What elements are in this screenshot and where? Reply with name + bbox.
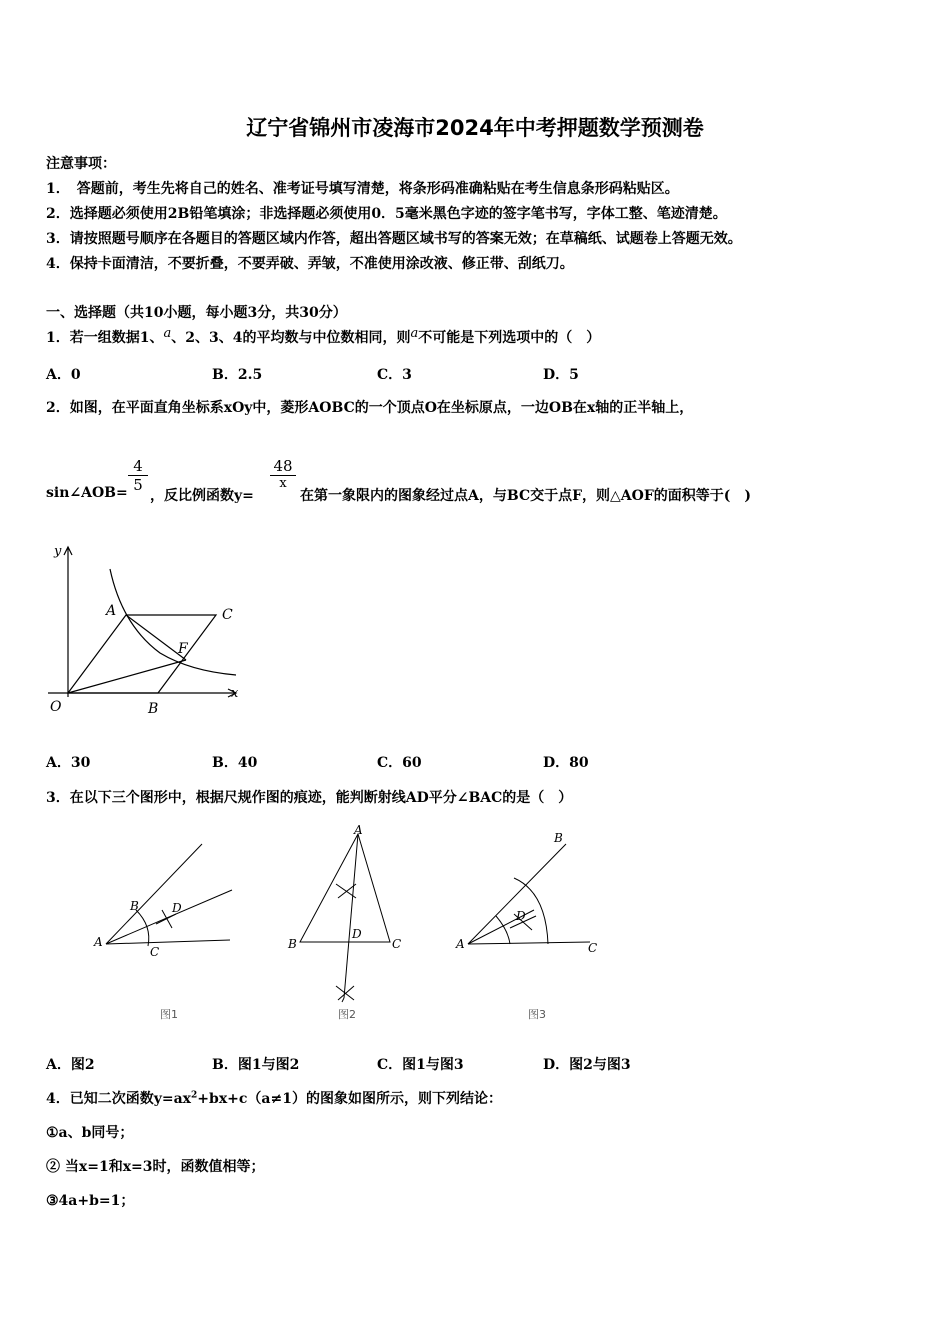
label-a: A — [106, 603, 117, 619]
fig1-label-a: A — [94, 935, 103, 949]
q3-figures — [90, 822, 610, 1027]
label-c: C — [222, 607, 233, 623]
notice-item: 3．请按照题号顺序在各题目的答题区域内作答，超出答题区域书写的答案无效；在草稿纸、试题卷上答题无效。 — [46, 231, 742, 247]
q3-option-b[interactable]: B．图1与图2 — [212, 1057, 300, 1073]
figure-3 — [468, 844, 590, 944]
q2-option-a[interactable]: A．30 — [46, 755, 91, 771]
q1-option-d[interactable]: D．5 — [543, 367, 579, 383]
figure-2-caption: 图2 — [338, 1008, 356, 1021]
q2-tail-text: 在第一象限内的图象经过点A，与BC交于点F，则△AOF的面积等于( ) — [300, 488, 752, 504]
q2-figure — [40, 535, 250, 720]
hyperbola-curve — [110, 569, 236, 675]
q4-text: +bx+c（a≠1）的图象如图所示，则下列结论： — [197, 1091, 502, 1107]
question-4-stem — [46, 1088, 502, 1108]
fig3-label-a: A — [456, 937, 465, 951]
label-o: O — [50, 699, 62, 715]
q2-option-d[interactable]: D．80 — [543, 755, 589, 771]
q3-option-a[interactable]: A．图2 — [46, 1057, 95, 1073]
q2-option-c[interactable]: C．60 — [377, 755, 422, 771]
fig1-label-d: D — [172, 901, 182, 915]
figure-2 — [300, 834, 390, 1002]
q2-fraction-func — [270, 457, 296, 491]
q4-statement: ② 当x=1和x=3时，函数值相等； — [46, 1159, 265, 1175]
q2-option-b[interactable]: B．40 — [212, 755, 258, 771]
q1-text: 不可能是下列选项中的（ ） — [418, 330, 601, 346]
fig3-label-c: C — [588, 941, 598, 955]
notice-item: 4．保持卡面清洁，不要折叠，不要弄破、弄皱，不准使用涂改液、修正带、刮纸刀。 — [46, 256, 574, 272]
question-1-stem — [46, 327, 600, 347]
question-3-stem: 3．在以下三个图形中，根据尺规作图的痕迹，能判断射线AD平分∠BAC的是（ ） — [46, 790, 573, 806]
fig2-label-a: A — [354, 823, 363, 837]
label-y: y — [54, 544, 62, 559]
q4-text: 4．已知二次函数y=ax — [46, 1091, 192, 1107]
fig3-label-b: B — [554, 831, 563, 845]
segment-of — [68, 660, 186, 693]
q2-mid-text: ，反比例函数y= — [150, 488, 254, 504]
figure-3-caption: 图3 — [528, 1008, 546, 1021]
q1-option-a[interactable]: A．0 — [46, 367, 81, 383]
q1-text: 1．若一组数据1、 — [46, 330, 164, 346]
q3-option-d[interactable]: D．图2与图3 — [543, 1057, 631, 1073]
q1-option-b[interactable]: B．2.5 — [212, 367, 263, 383]
fig2-label-b: B — [288, 937, 297, 951]
figure-1 — [106, 844, 232, 946]
figure-1-caption: 图1 — [160, 1008, 178, 1021]
q1-var: a — [163, 326, 172, 341]
fraction-denominator: 5 — [133, 476, 143, 494]
segment-af — [126, 615, 186, 660]
notice-item: 1． 答题前，考生先将自己的姓名、准考证号填写清楚，将条形码准确粘贴在考生信息条形码粘贴区。 — [46, 181, 679, 197]
q2-fraction-sin — [128, 457, 148, 494]
q1-option-c[interactable]: C．3 — [377, 367, 412, 383]
fig2-label-c: C — [392, 937, 402, 951]
notice-item: 2．选择题必须使用2B铅笔填涂；非选择题必须使用0．5毫米黑色字迹的签字笔书写，字体工整、笔迹清楚。 — [46, 206, 727, 222]
q4-superscript: 2 — [191, 1090, 198, 1101]
label-f: F — [178, 641, 188, 657]
label-b: B — [148, 701, 159, 717]
q1-var: a — [410, 326, 419, 341]
fig2-label-d: D — [352, 927, 362, 941]
fraction-denominator: x — [279, 476, 287, 491]
fig3-label-d: D — [516, 909, 526, 923]
q4-statement: ③4a+b=1； — [46, 1193, 135, 1209]
q3-option-c[interactable]: C．图1与图3 — [377, 1057, 464, 1073]
question-2-stem: 2．如图，在平面直角坐标系xOy中，菱形AOBC的一个顶点O在坐标原点，一边OB在x轴的正半轴上， — [46, 400, 694, 416]
fig1-label-b: B — [130, 899, 139, 913]
label-x: x — [231, 686, 239, 701]
fig1-label-c: C — [150, 945, 160, 959]
page-title: 辽宁省锦州市凌海市2024年中考押题数学预测卷 — [246, 116, 704, 140]
fraction-numerator: 48 — [270, 457, 296, 476]
fraction-numerator: 4 — [128, 457, 148, 476]
q1-text: 、2、3、4的平均数与中位数相同，则 — [171, 330, 411, 346]
notice-heading: 注意事项： — [46, 156, 116, 172]
section-heading: 一、选择题（共10小题，每小题3分，共30分） — [46, 305, 347, 321]
q4-statement: ①a、b同号； — [46, 1125, 134, 1141]
q2-sin-label: sin∠AOB= — [46, 485, 128, 501]
